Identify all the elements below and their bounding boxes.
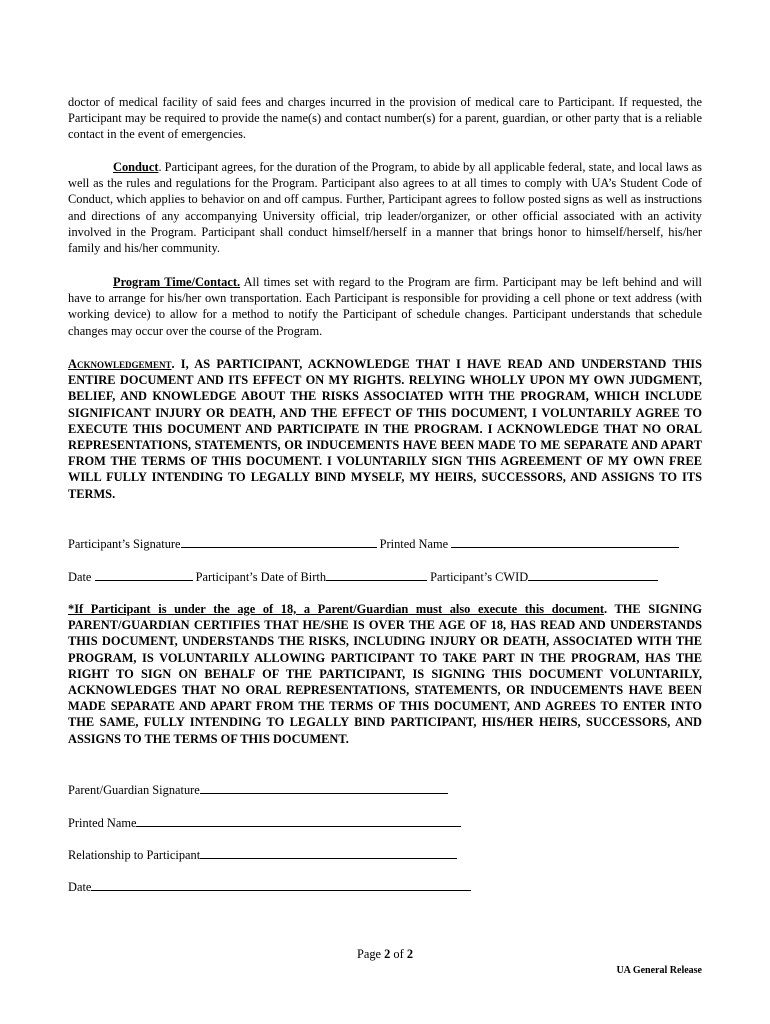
page-current: 2 bbox=[384, 947, 391, 961]
acknowledgement-paragraph bbox=[68, 356, 702, 502]
parent-signature-field[interactable] bbox=[200, 782, 448, 794]
printed-name-field[interactable] bbox=[451, 536, 679, 548]
participant-signature-line bbox=[68, 536, 679, 552]
conduct-paragraph bbox=[68, 159, 702, 256]
relationship-label: Relationship to Participant bbox=[68, 848, 201, 862]
cwid-field[interactable] bbox=[528, 569, 658, 581]
parent-signature-line bbox=[68, 782, 448, 798]
minor-body: . THE SIGNING PARENT/GUARDIAN CERTIFIES THAT HE/SHE IS OVER THE AGE OF 18, HAS READ AND UNDERSTANDS THIS DOCUMENT, UNDERSTANDS THE RISKS, INCLUDING INJURY OR DEATH, ASSOCIATED WITH THE PROGRAM, IS VOLUNTARILY ALLOWING PARTICIPANT TO TAKE PART IN THE PROGRAM, HAS THE RIGHT TO SIGN ON BEHALF OF THE PARTICIPANT, IS SIGNING THIS DOCUMENT VOLUNTARILY, ACKNOWLEDGES THAT NO ORAL REPRESENTATIONS, STATEMENTS, OR INDUCEMENTS HAVE BEEN MADE SEPARATE AND APART FROM THE TERMS OF THIS DOCUMENT, AND AGREES TO ENTER INTO THE SAME, FULLY INTENDING TO LEGALLY BIND PARTICIPANT, HIS/HER HEIRS, SUCCESSORS, AND ASSIGNS TO THE TERMS OF THIS DOCUMENT. bbox=[68, 602, 702, 746]
conduct-heading: Conduct bbox=[113, 160, 159, 174]
printed-name-label: Printed Name bbox=[376, 537, 452, 551]
release-label: UA General Release bbox=[616, 965, 702, 976]
relationship-line bbox=[68, 847, 457, 863]
page-number bbox=[0, 947, 770, 962]
participant-date-line bbox=[68, 569, 658, 585]
program-time-body: All times set with regard to the Program are firm. Participant may be left behind and will have to arrange for his/her own transportation. Each Participant is responsible for providing a cell phone or text address (with working device) to allow for a method to notify the Participant of schedule changes. Participant understands that schedule changes may occur over the course of the Program. bbox=[68, 275, 702, 338]
parent-date-label: Date bbox=[68, 880, 92, 894]
conduct-body: . Participant agrees, for the duration of the Program, to abide by all applicable federal, state, and local laws as well as the rules and regulations for the Program. Participant also agrees to at all times to comply with UA’s Student Code of Conduct, which applies to behavior on and off campus. Further, Participant agrees to follow posted signs as well as instructions and directions of any accompanying University official, trip leader/organizer, or other official associated with an activity involved in the Program. Participant shall conduct himself/herself in a manner that brings honor to himself/herself, his/her family and his/her community. bbox=[68, 160, 702, 256]
parent-date-field[interactable] bbox=[91, 879, 471, 891]
parent-printed-name-label: Printed Name bbox=[68, 816, 137, 830]
date-of-birth-field[interactable] bbox=[326, 569, 427, 581]
page-prefix: Page bbox=[356, 947, 385, 961]
parent-printed-name-line bbox=[68, 815, 461, 831]
acknowledgement-heading: Acknowledgement bbox=[68, 357, 172, 371]
page-of: of bbox=[390, 947, 407, 961]
parent-date-line bbox=[68, 879, 471, 895]
program-time-heading: Program Time/Contact. bbox=[113, 275, 241, 289]
date-label: Date bbox=[68, 570, 95, 584]
page-total: 2 bbox=[406, 947, 414, 961]
parent-signature-label: Parent/Guardian Signature bbox=[68, 783, 200, 797]
minor-paragraph bbox=[68, 601, 702, 747]
parent-printed-name-field[interactable] bbox=[136, 815, 461, 827]
medical-contact-paragraph: doctor of medical facility of said fees and charges incurred in the provision of medical care to Participant. If requested, the Participant may be required to provide the name(s) and contact number(s) for a parent, guardian, or other party that is a reliable contact in the event of emergencies. bbox=[68, 95, 702, 142]
minor-heading: *If Participant is under the age of 18, a Parent/Guardian must also execute this document bbox=[68, 602, 605, 616]
program-time-paragraph bbox=[68, 274, 702, 339]
cwid-label: Participant’s CWID bbox=[427, 570, 529, 584]
acknowledgement-body: . I, AS PARTICIPANT, ACKNOWLEDGE THAT I HAVE READ AND UNDERSTAND THIS ENTIRE DOCUMENT AND ITS EFFECT ON MY RIGHTS. RELYING WHOLLY UPON MY OWN JUDGMENT, BELIEF, AND KNOWLEDGE ABOUT THE RISKS ASSOCIATED WITH THE PROGRAM, WHICH INCLUDE SIGNIFICANT INJURY OR DEATH, AND THE EFFECT OF THIS DOCUMENT, I VOLUNTARILY AGREE TO EXECUTE THIS DOCUMENT AND PARTICIPATE IN THE PROGRAM. I ACKNOWLEDGE THAT NO ORAL REPRESENTATIONS, STATEMENTS, OR INDUCEMENTS HAVE BEEN MADE TO ME SEPARATE AND APART FROM THE TERMS OF THIS DOCUMENT. I VOLUNTARILY SIGN THIS AGREEMENT OF MY OWN FREE WILL FULLY INTENDING TO LEGALLY BIND MYSELF, MY HEIRS, SUCCESSORS, AND ASSIGNS TO ITS TERMS. bbox=[68, 357, 702, 501]
date-of-birth-label: Participant’s Date of Birth bbox=[192, 570, 327, 584]
participant-signature-label: Participant’s Signature bbox=[68, 537, 181, 551]
participant-signature-field[interactable] bbox=[181, 536, 377, 548]
date-field[interactable] bbox=[95, 569, 193, 581]
relationship-field[interactable] bbox=[200, 847, 457, 859]
